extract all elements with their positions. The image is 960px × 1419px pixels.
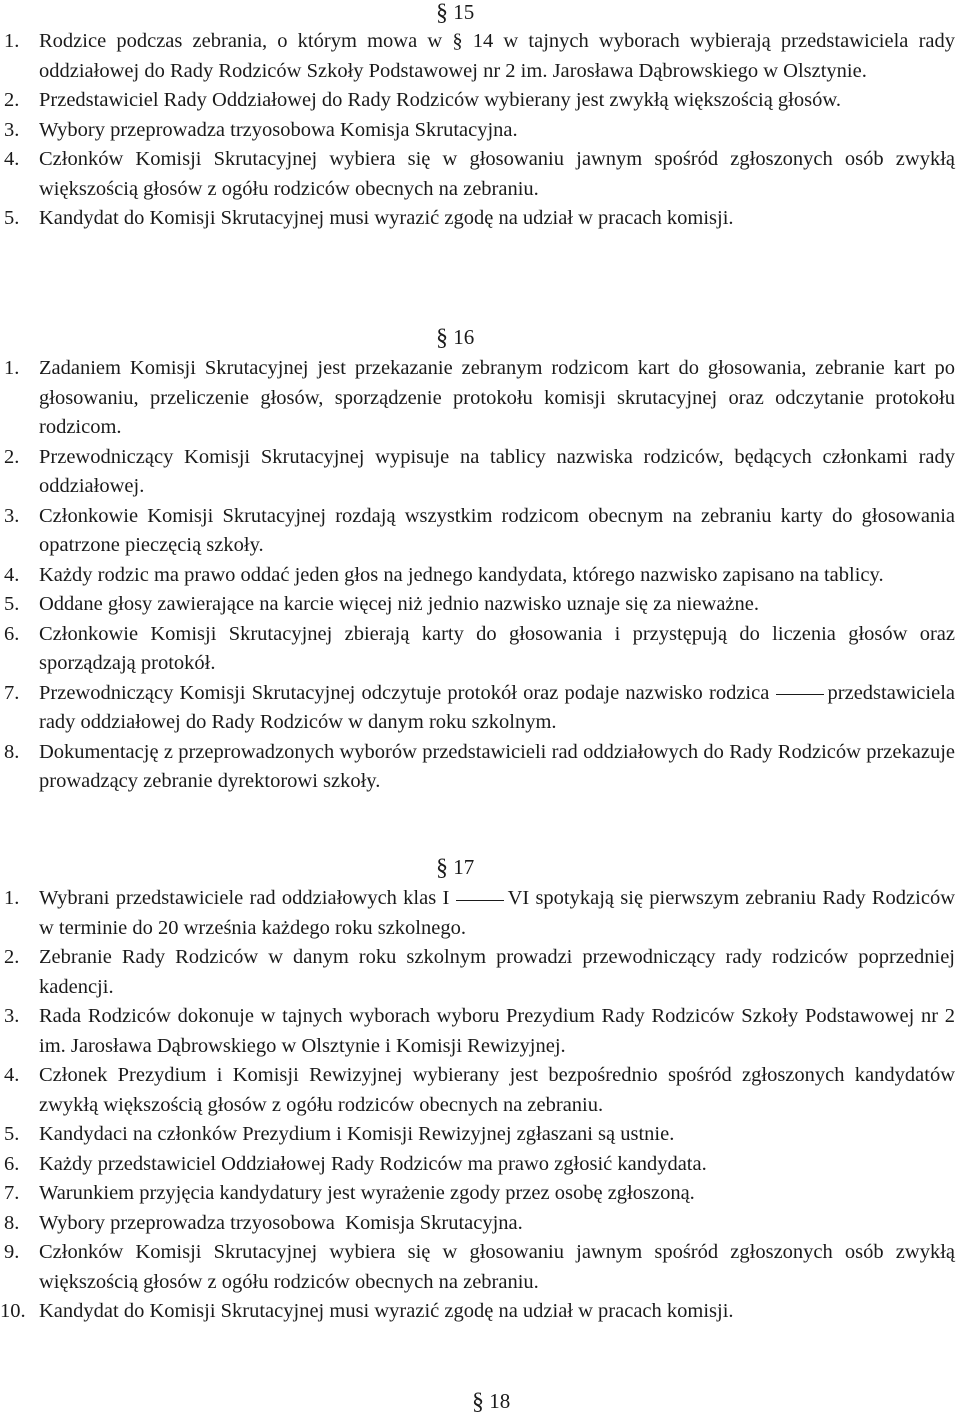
section-15-heading (436, 0, 474, 29)
item-text-continuation: przedstawiciela rady oddziałowej do Rady Rodziców w danym roku szkolnym. (39, 681, 955, 733)
section-17-heading (436, 853, 474, 884)
item-text: Przedstawiciel Rady Oddziałowej do Rady Rodziców wybierany jest zwykłą większością głosów. (39, 89, 841, 111)
list-item (0, 27, 955, 86)
list-item (0, 884, 955, 943)
item-text: Zadaniem Komisji Skrutacyjnej jest przekazanie zebranym rodzicom kart do głosowania, zebranie kart po głosowaniu, przeliczenie głosów, sporządzenie protokołu komisji skrutacyjnej oraz odczytanie protokołu rodzicom. (39, 357, 955, 438)
list-item (0, 943, 955, 1002)
section-15-number: 15 (453, 0, 475, 24)
item-text: Wybory przeprowadza trzyosobowa Komisja Skrutacyjna. (39, 118, 518, 141)
list-item (0, 561, 955, 591)
list-item (0, 620, 955, 679)
item-text: Warunkiem przyjęcia kandydatury jest wyrażenie zgody przez osobę zgłoszoną. (39, 1182, 695, 1204)
item-number: 1. (4, 30, 20, 52)
list-item (0, 502, 955, 561)
item-number: 3. (4, 504, 20, 527)
dash-line (776, 694, 824, 695)
section-18-number: 18 (489, 1389, 511, 1413)
item-text: Członek Prezydium i Komisji Rewizyjnej wybierany jest bezpośrednio spośród zgłoszonych kandydatów zwykłą większością głosów z ogółu rodziców obecnych na zebraniu. (39, 1064, 955, 1116)
item-text: Członkowie Komisji Skrutacyjnej zbierają karty do głosowania i przystępują do liczenia głosów oraz sporządzają protokół. (39, 622, 955, 674)
item-text: Oddane głosy zawierające na karcie więcej niż jednio nazwisko uznaje się za nieważne. (39, 593, 759, 615)
item-number: 10. (0, 1300, 26, 1322)
item-text: Zebranie Rady Rodziców w danym roku szkolnym prowadzi przewodniczący rady rodziców poprzedniej kadencji. (39, 946, 955, 998)
section-16-list (0, 354, 955, 797)
list-item (0, 1297, 955, 1327)
list-item (0, 443, 955, 502)
item-number: 1. (4, 887, 20, 909)
item-number: 3. (4, 118, 20, 141)
item-text: Dokumentację z przeprowadzonych wyborów przedstawicieli rad oddziałowych do Rady Rodziców przekazuje prowadzący zebranie dyrektorowi szkoły. (39, 740, 955, 792)
item-text: Przewodniczący Komisji Skrutacyjnej wypisuje na tablicy nazwiska rodziców, będących członkami rady oddziałowej. (39, 445, 955, 497)
section-15-list (0, 27, 955, 234)
item-text: Każdy przedstawiciel Oddziałowej Rady Rodziców ma prawo zgłosić kandydata. (39, 1152, 707, 1175)
list-item (0, 145, 955, 204)
paragraph-sign: § (436, 325, 448, 351)
list-item (0, 1150, 955, 1180)
item-text: Członków Komisji Skrutacyjnej wybiera się w głosowaniu jawnym spośród zgłoszonych osób zwykłą większością głosów z ogółu rodziców obecnych na zebraniu. (39, 1241, 955, 1293)
list-item (0, 116, 955, 146)
item-number: 4. (4, 1064, 20, 1086)
item-number: 1. (4, 357, 20, 379)
item-number: 9. (4, 1241, 20, 1263)
item-number: 2. (4, 445, 20, 468)
section-17-list (0, 884, 955, 1327)
item-text: Rada Rodziców dokonuje w tajnych wyborach wyboru Prezydium Rady Rodziców Szkoły Podstawowej nr 2 im. Jarosława Dąbrowskiego w Olsztynie i Komisji Rewizyjnej. (39, 1005, 955, 1057)
paragraph-sign: § (472, 1389, 484, 1415)
list-item (0, 1002, 955, 1061)
list-item (0, 679, 955, 738)
list-item (0, 354, 955, 443)
item-number: 6. (4, 1152, 20, 1175)
section-18-heading (472, 1387, 510, 1418)
item-number: 2. (4, 89, 20, 111)
item-text: Wybrani przedstawiciele rad oddziałowych klas I (39, 887, 450, 909)
item-number: 7. (4, 1182, 20, 1204)
item-number: 5. (4, 207, 20, 229)
list-item (0, 738, 955, 797)
item-text: Kandydaci na członków Prezydium i Komisji Rewizyjnej zgłaszani są ustnie. (39, 1123, 675, 1145)
item-number: 4. (4, 148, 20, 170)
paragraph-sign: § (436, 0, 448, 26)
list-item (0, 1120, 955, 1150)
item-number: 8. (4, 1211, 20, 1234)
item-number: 2. (4, 946, 20, 968)
list-item (0, 590, 955, 620)
item-text: Członków Komisji Skrutacyjnej wybiera się w głosowaniu jawnym spośród zgłoszonych osób zwykłą większością głosów z ogółu rodziców obecnych na zebraniu. (39, 148, 955, 200)
list-item (0, 86, 955, 116)
item-text: Rodzice podczas zebrania, o którym mowa w § 14 w tajnych wyborach wybierają przedstawiciela rady oddziałowej do Rady Rodziców Szkoły Podstawowej nr 2 im. Jarosława Dąbrowskiego w Olsztynie. (39, 30, 955, 82)
section-16-number: 16 (453, 325, 475, 349)
list-item (0, 1238, 955, 1297)
item-number: 5. (4, 1123, 20, 1145)
item-number: 7. (4, 681, 20, 704)
paragraph-sign: § (436, 855, 448, 881)
item-text-continuation: VI spotykają się pierwszym zebraniu Rady Rodziców w terminie do 20 września każdego roku szkolnego. (39, 887, 955, 939)
item-number: 5. (4, 593, 20, 615)
item-text: Wybory przeprowadza trzyosobowa Komisja Skrutacyjna. (39, 1211, 523, 1234)
item-text: Przewodniczący Komisji Skrutacyjnej odczytuje protokół oraz podaje nazwisko rodzica (39, 681, 770, 704)
list-item (0, 1061, 955, 1120)
item-number: 4. (4, 563, 20, 586)
section-16-heading (436, 323, 474, 354)
list-item (0, 1179, 955, 1209)
item-text: Kandydat do Komisji Skrutacyjnej musi wyrazić zgodę na udział w pracach komisji. (39, 207, 734, 229)
item-text: Każdy rodzic ma prawo oddać jeden głos na jednego kandydata, którego nazwisko zapisano na tablicy. (39, 563, 884, 586)
list-item (0, 204, 955, 234)
section-17-number: 17 (453, 855, 475, 879)
item-number: 6. (4, 622, 20, 645)
item-text: Członkowie Komisji Skrutacyjnej rozdają wszystkim rodzicom obecnym na zebraniu karty do głosowania opatrzone pieczęcią szkoły. (39, 504, 955, 556)
list-item (0, 1209, 955, 1239)
item-number: 3. (4, 1005, 20, 1027)
item-number: 8. (4, 740, 20, 763)
item-text: Kandydat do Komisji Skrutacyjnej musi wyrazić zgodę na udział w pracach komisji. (39, 1300, 734, 1322)
dash-line (456, 900, 504, 901)
